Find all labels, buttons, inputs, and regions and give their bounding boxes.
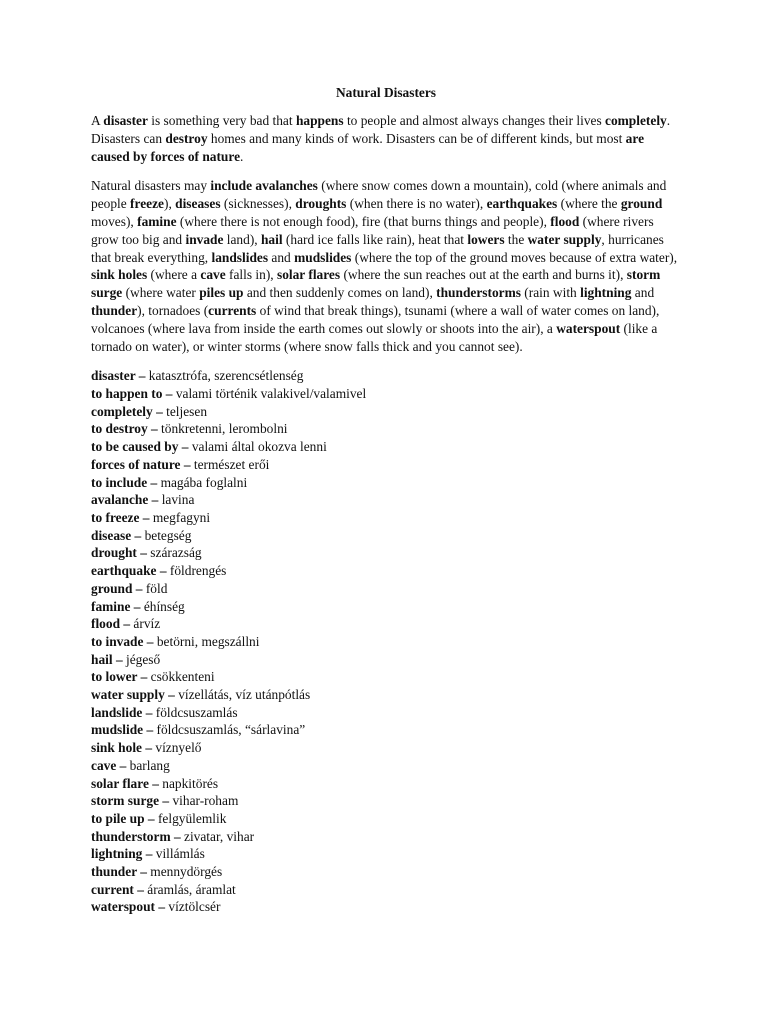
dash-separator: – [143,633,157,649]
text-run: . Disasters can [91,113,671,146]
bold-keyword: waterspout [556,320,621,336]
bold-keyword: mudslides [294,249,352,265]
vocabulary-list [91,367,681,916]
text-run: moves), [91,213,138,229]
vocabulary-meaning: lavina [161,492,195,508]
vocabulary-meaning: teljesen [166,403,208,419]
vocabulary-term: disease [91,527,132,543]
dash-separator: – [147,421,162,437]
text-run: (where the top of the ground moves because of extra water), [351,249,678,265]
vocabulary-item [91,704,681,722]
vocabulary-meaning: felgyülemlik [157,810,227,826]
vocabulary-item [91,509,681,527]
bold-keyword: storm surge [91,267,661,301]
dash-separator: – [143,722,157,738]
bold-keyword: destroy [165,130,208,146]
vocabulary-item [91,898,681,916]
vocabulary-item [91,721,681,739]
vocabulary-term: hail [91,651,113,667]
vocabulary-item [91,474,681,492]
intro-paragraph [91,112,681,165]
text-run: and then suddenly comes on land), [243,285,437,301]
vocabulary-meaning: mennydörgés [150,864,223,880]
dash-separator: – [131,527,145,543]
vocabulary-term: cave [91,757,117,773]
vocabulary-term: disaster [91,368,136,384]
bold-keyword: invade [185,231,224,247]
vocabulary-term: water supply [91,687,165,703]
dash-separator: – [112,651,126,667]
vocabulary-item [91,651,681,669]
vocabulary-term: to happen to [91,386,163,402]
text-run: (sicknesses), [220,196,296,212]
dash-separator: – [141,740,156,756]
vocabulary-term: current [91,881,134,897]
vocabulary-meaning: árvíz [133,616,161,632]
vocabulary-meaning: betörni, megszállni [156,633,260,649]
document-title: Natural Disasters [335,85,437,100]
bold-keyword: freeze [130,196,164,212]
vocabulary-term: to destroy [91,421,148,437]
dash-separator: – [130,598,144,614]
bold-keyword: happens [295,113,344,128]
vocabulary-term: to be caused by [91,439,179,455]
dash-separator: – [133,881,148,897]
document-page [91,84,681,916]
text-run: ), tornadoes ( [137,302,209,318]
vocabulary-term: sink hole [91,740,142,756]
vocabulary-item [91,580,681,598]
text-run: falls in), [225,267,277,283]
bold-keyword: landslides [211,249,269,265]
natural-disasters-paragraph [91,177,681,355]
vocabulary-meaning: csökkenteni [150,669,215,685]
vocabulary-meaning: földcsuszamlás, “sárlavina” [156,722,306,738]
bold-keyword: include avalanches [210,178,318,194]
bold-keyword: thunder [91,302,138,318]
bold-keyword: cave [200,267,226,283]
vocabulary-item [91,792,681,810]
dash-separator: – [152,403,167,419]
dash-separator: – [136,545,151,561]
vocabulary-term: to freeze [91,509,140,525]
vocabulary-term: drought [91,545,137,561]
vocabulary-meaning: vihar-roham [172,793,239,809]
vocabulary-meaning: földcsuszamlás [155,704,238,720]
bold-keyword: currents [208,302,257,318]
bold-keyword: earthquakes [486,196,558,212]
text-run: the [504,231,528,247]
vocabulary-item [91,686,681,704]
dash-separator: – [148,775,163,791]
text-run: (rain with [520,285,581,301]
vocabulary-meaning: szárazság [150,545,202,561]
text-run: (where there is not enough food), fire (that burns things and people), [176,213,551,229]
vocabulary-meaning: éhínség [143,598,185,614]
dash-separator: – [136,864,151,880]
vocabulary-term: flood [91,616,121,632]
text-run: (like a tornado on water), or winter storms (where snow falls thick and you cannot see). [91,320,658,354]
vocabulary-item [91,544,681,562]
vocabulary-item [91,527,681,545]
text-run: homes and many kinds of work. Disasters can be of different kinds, but most [207,130,626,146]
vocabulary-meaning: földrengés [169,563,227,579]
vocabulary-meaning: jégeső [125,651,161,667]
dash-separator: – [147,474,161,490]
vocabulary-item [91,562,681,580]
vocabulary-term: lightning [91,846,143,862]
bold-keyword: disaster [103,113,148,128]
bold-keyword: are caused by forces of nature [91,130,645,164]
vocabulary-item [91,420,681,438]
vocabulary-meaning: betegség [144,527,192,543]
text-run: (where rivers grow too big and [91,213,654,247]
vocabulary-term: earthquake [91,563,157,579]
dash-separator: – [180,456,194,472]
vocabulary-meaning: vízellátás, víz utánpótlás [178,687,311,703]
text-run: (where water [122,285,200,301]
text-run: (where the sun reaches out at the earth and burns it), [340,267,627,283]
vocabulary-term: famine [91,598,131,614]
text-run: to people and almost always changes their lives [343,113,606,128]
bold-keyword: diseases [175,196,221,212]
vocabulary-meaning: víztölcsér [168,899,221,915]
vocabulary-item [91,757,681,775]
vocabulary-item [91,810,681,828]
vocabulary-term: to invade [91,633,144,649]
bold-keyword: lowers [467,231,505,247]
vocabulary-meaning: barlang [129,757,170,773]
vocabulary-meaning: víznyelő [155,740,202,756]
dash-separator: – [120,616,134,632]
bold-keyword: water supply [527,231,602,247]
vocabulary-item [91,739,681,757]
dash-separator: – [156,563,170,579]
vocabulary-meaning: megfagyni [152,509,211,525]
vocabulary-term: solar flare [91,775,149,791]
dash-separator: – [142,704,156,720]
dash-separator: – [154,899,169,915]
vocabulary-term: to include [91,474,148,490]
vocabulary-item [91,668,681,686]
vocabulary-item [91,863,681,881]
vocabulary-meaning: valami által okozva lenni [191,439,327,455]
vocabulary-meaning: áramlás, áramlat [147,881,236,897]
vocabulary-item [91,615,681,633]
bold-keyword: completely [605,113,667,128]
bold-keyword: solar flares [276,267,341,283]
vocabulary-item [91,491,681,509]
vocabulary-meaning: természet erői [193,456,270,472]
text-run: and [268,249,295,265]
text-run: , hurricanes that break everything, [91,231,664,265]
dash-separator: – [132,580,146,596]
dash-separator: – [164,687,179,703]
vocabulary-term: thunder [91,864,137,880]
vocabulary-term: avalanche [91,492,149,508]
dash-separator: – [137,669,151,685]
dash-separator: – [178,439,192,455]
vocabulary-term: completely [91,403,153,419]
vocabulary-term: forces of nature [91,456,181,472]
vocabulary-meaning: föld [145,580,168,596]
vocabulary-item [91,438,681,456]
dash-separator: – [139,509,153,525]
dash-separator: – [159,793,173,809]
text-run: of wind that break things), tsunami (where a wall of water comes on land), volcanoes (where lava from inside the earth comes out slowly or shoots into the air), a [91,302,660,336]
bold-keyword: ground [620,196,663,212]
dash-separator: – [144,810,158,826]
text-run: (when there is no water), [346,196,487,212]
vocabulary-item [91,598,681,616]
dash-separator: – [116,757,130,773]
text-run: . [240,148,244,164]
text-run: Natural disasters may [91,178,211,194]
vocabulary-item [91,775,681,793]
vocabulary-term: to lower [91,669,138,685]
bold-keyword: famine [137,213,177,229]
text-run: A [91,113,104,128]
dash-separator: – [142,846,156,862]
text-run: and [631,285,655,301]
vocabulary-item [91,633,681,651]
vocabulary-term: to pile up [91,810,145,826]
dash-separator: – [170,828,184,844]
bold-keyword: piles up [199,285,244,301]
text-run: land), [223,231,261,247]
vocabulary-item [91,845,681,863]
vocabulary-item [91,828,681,846]
dash-separator: – [135,368,149,384]
bold-keyword: sink holes [91,267,148,283]
vocabulary-term: ground [91,580,133,596]
vocabulary-item [91,456,681,474]
bold-keyword: hail [260,231,283,247]
text-run: (where snow comes down a mountain), cold (where animals and people [91,178,667,212]
vocabulary-meaning: valami történik valakivel/valamivel [175,386,367,402]
text-run: (where the [557,196,621,212]
bold-keyword: thunderstorms [436,285,521,301]
text-run: (where a [147,267,201,283]
dash-separator: – [148,492,162,508]
vocabulary-meaning: napkitörés [162,775,219,791]
vocabulary-meaning: zivatar, vihar [184,828,255,844]
bold-keyword: lightning [580,285,632,301]
vocabulary-item [91,881,681,899]
vocabulary-meaning: villámlás [155,846,205,862]
vocabulary-term: mudslide [91,722,144,738]
text-run: is something very bad that [147,113,296,128]
vocabulary-item [91,403,681,421]
vocabulary-term: thunderstorm [91,828,171,844]
vocabulary-item [91,367,681,385]
vocabulary-meaning: tönkretenni, lerombolni [161,421,288,437]
vocabulary-meaning: magába foglalni [160,474,248,490]
vocabulary-item [91,385,681,403]
vocabulary-meaning: katasztrófa, szerencsétlenség [148,368,304,384]
bold-keyword: droughts [295,196,347,212]
text-run: (hard ice falls like rain), heat that [282,231,468,247]
vocabulary-term: landslide [91,704,143,720]
dash-separator: – [162,386,176,402]
vocabulary-term: waterspout [91,899,155,915]
text-run: ), [163,196,176,212]
bold-keyword: flood [550,213,580,229]
vocabulary-term: storm surge [91,793,160,809]
